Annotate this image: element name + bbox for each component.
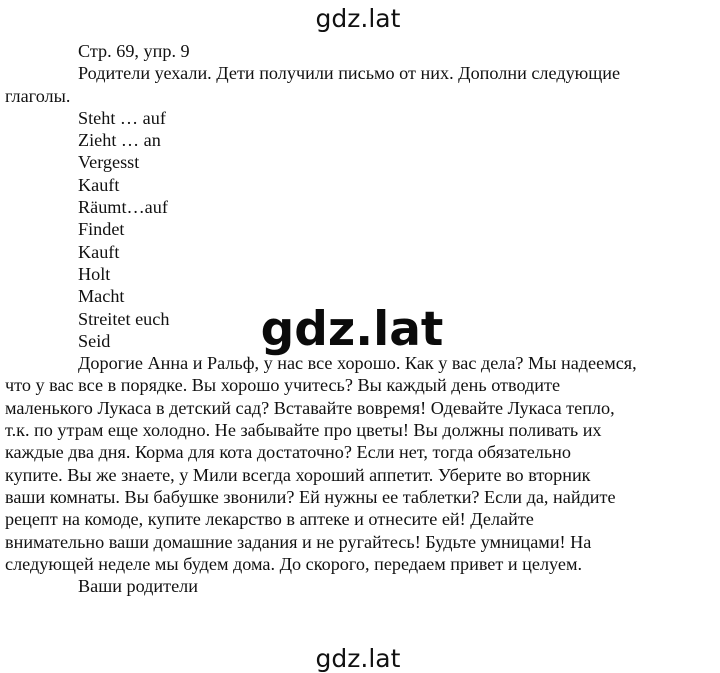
answer-item: Macht — [78, 286, 125, 307]
letter-signature: Ваши родители — [78, 576, 198, 597]
letter-line: т.к. по утрам еще холодно. Не забывайте про цветы! Вы должны поливать их — [5, 420, 602, 441]
watermark-bottom: gdz.lat — [315, 644, 401, 673]
answer-item: Räumt…auf — [78, 197, 168, 218]
task-instruction-continuation — [5, 85, 698, 107]
task-instruction-line-1: Родители уехали. Дети получили письмо от них. Дополни следующие — [78, 63, 621, 84]
watermark-middle: gdz.lat — [260, 302, 444, 357]
letter-line: Дорогие Анна и Ральф, у нас все хорошо. Как у вас дела? Мы надеемся, — [78, 353, 637, 374]
letter-line: каждые два дня. Корма для кота достаточно? Если нет, тогда обязательно — [5, 442, 571, 463]
answer-item: Findet — [78, 219, 125, 240]
letter-line: что у вас все в порядке. Вы хорошо учитесь? Вы каждый день отводите — [5, 375, 561, 396]
letter-line: маленького Лукаса в детский сад? Вставайте вовремя! Одевайте Лукаса тепло, — [5, 397, 615, 418]
letter-text — [5, 352, 698, 597]
answer-item: Kauft — [78, 174, 120, 195]
answer-item: Vergesst — [78, 152, 140, 173]
answer-item: Holt — [78, 263, 111, 284]
answer-item: Streitet euch — [78, 308, 170, 329]
letter-continuation — [5, 374, 698, 575]
letter-line: ваши комнаты. Вы бабушке звонили? Ей нужны ее таблетки? Если да, найдите — [5, 486, 616, 507]
letter-line: внимательно ваши домашние задания и не ругайтесь! Будьте умницами! На — [5, 531, 592, 552]
letter-line: следующей неделе мы будем дома. До скорого, передаем привет и целуем. — [5, 553, 583, 574]
letter-line: рецепт на комоде, купите лекарство в аптеке и отнесите ей! Делайте — [5, 509, 534, 530]
answer-item: Seid — [78, 330, 111, 351]
answer-item: Kauft — [78, 241, 120, 262]
letter-line: купите. Вы же знаете, у Мили всегда хороший аппетит. Уберите во вторник — [5, 464, 591, 485]
watermark-top: gdz.lat — [315, 4, 401, 33]
exercise-reference: Стр. 69, упр. 9 — [78, 41, 190, 61]
task-instruction-line-2: глаголы. — [5, 85, 71, 106]
answer-item: Zieht … an — [78, 130, 161, 151]
answer-item: Steht … auf — [78, 107, 166, 128]
